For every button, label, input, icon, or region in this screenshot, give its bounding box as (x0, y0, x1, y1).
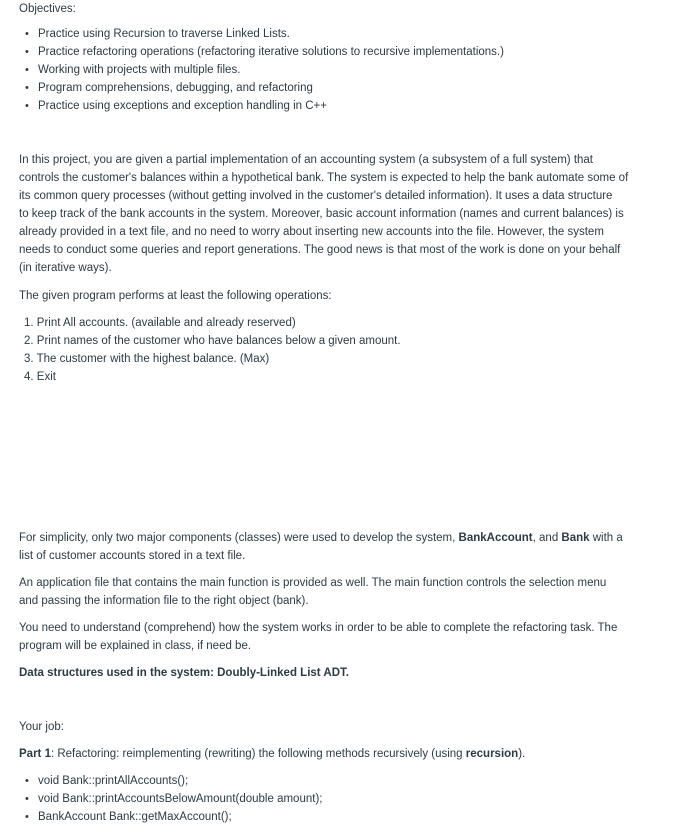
methods-list (19, 772, 322, 826)
intro-line: to keep track of the bank accounts in the system. Moreover, basic account information (names and current balances) is (19, 208, 624, 220)
data-structures-note: Data structures used in the system: Doubly-Linked List ADT. (19, 667, 349, 679)
list-item: • Practice using exceptions and exception handling in C++ (19, 97, 504, 115)
intro-line: its common query processes (without getting involved in the customer's detailed information). It uses a data structure (19, 190, 613, 202)
class-name: Bank (561, 532, 590, 544)
list-item: • Practice refactoring operations (refactoring iterative solutions to recursive implementations.) (19, 43, 504, 61)
class-name: BankAccount (458, 532, 533, 544)
understand-line: program will be explained in class, if need be. (19, 640, 252, 652)
list-item: • Program comprehensions, debugging, and refactoring (19, 79, 504, 97)
intro-line: needs to conduct some queries and report generations. The good news is that most of the work is done on your behalf (19, 244, 621, 256)
list-item: • void Bank::printAllAccounts(); (19, 772, 322, 790)
components-paragraph (19, 529, 679, 565)
app-file-paragraph (19, 574, 679, 610)
components-line: For simplicity, only two major components (classes) were used to develop the system, BankAccount, and Bank with a (19, 532, 623, 544)
components-line: list of customer accounts stored in a text file. (19, 550, 246, 562)
objectives-list (19, 25, 504, 115)
app-file-line: An application file that contains the main function is provided as well. The main function controls the selection menu (19, 577, 607, 589)
part-label: Part 1 (19, 748, 51, 760)
objectives-heading: Objectives: (19, 3, 76, 15)
intro-paragraph (19, 151, 679, 277)
list-item: 2. Print names of the customer who have balances below a given amount. (24, 335, 401, 347)
app-file-line: and passing the information file to the right object (bank). (19, 595, 309, 607)
operations-lead: The given program performs at least the following operations: (19, 290, 332, 302)
intro-line: controls the customer's balances within a hypothetical bank. The system is expected to help the bank automate some of (19, 172, 629, 184)
list-item: • BankAccount Bank::getMaxAccount(); (19, 808, 322, 826)
list-item: • Practice using Recursion to traverse Linked Lists. (19, 25, 504, 43)
objectives-section (19, 0, 76, 18)
intro-line: already provided in a text file, and no need to worry about inserting new accounts into the file. However, the system (19, 226, 604, 238)
list-item: 3. The customer with the highest balance. (Max) (24, 353, 270, 365)
understand-line: You need to understand (comprehend) how the system works in order to be able to complete the refactoring task. The (19, 622, 618, 634)
list-item: • Working with projects with multiple files. (19, 61, 504, 79)
intro-line: In this project, you are given a partial implementation of an accounting system (a subsystem of a full system) that (19, 154, 593, 166)
part-1-description: Part 1: Refactoring: reimplementing (rewriting) the following methods recursively (using recursion). (19, 748, 526, 760)
list-item: 1. Print All accounts. (available and already reserved) (24, 317, 296, 329)
intro-line: (in iterative ways). (19, 262, 112, 274)
operations-list (19, 314, 401, 386)
list-item: 4. Exit (24, 371, 56, 383)
understand-paragraph (19, 619, 679, 655)
list-item: • void Bank::printAccountsBelowAmount(double amount); (19, 790, 322, 808)
your-job-heading: Your job: (19, 721, 64, 733)
